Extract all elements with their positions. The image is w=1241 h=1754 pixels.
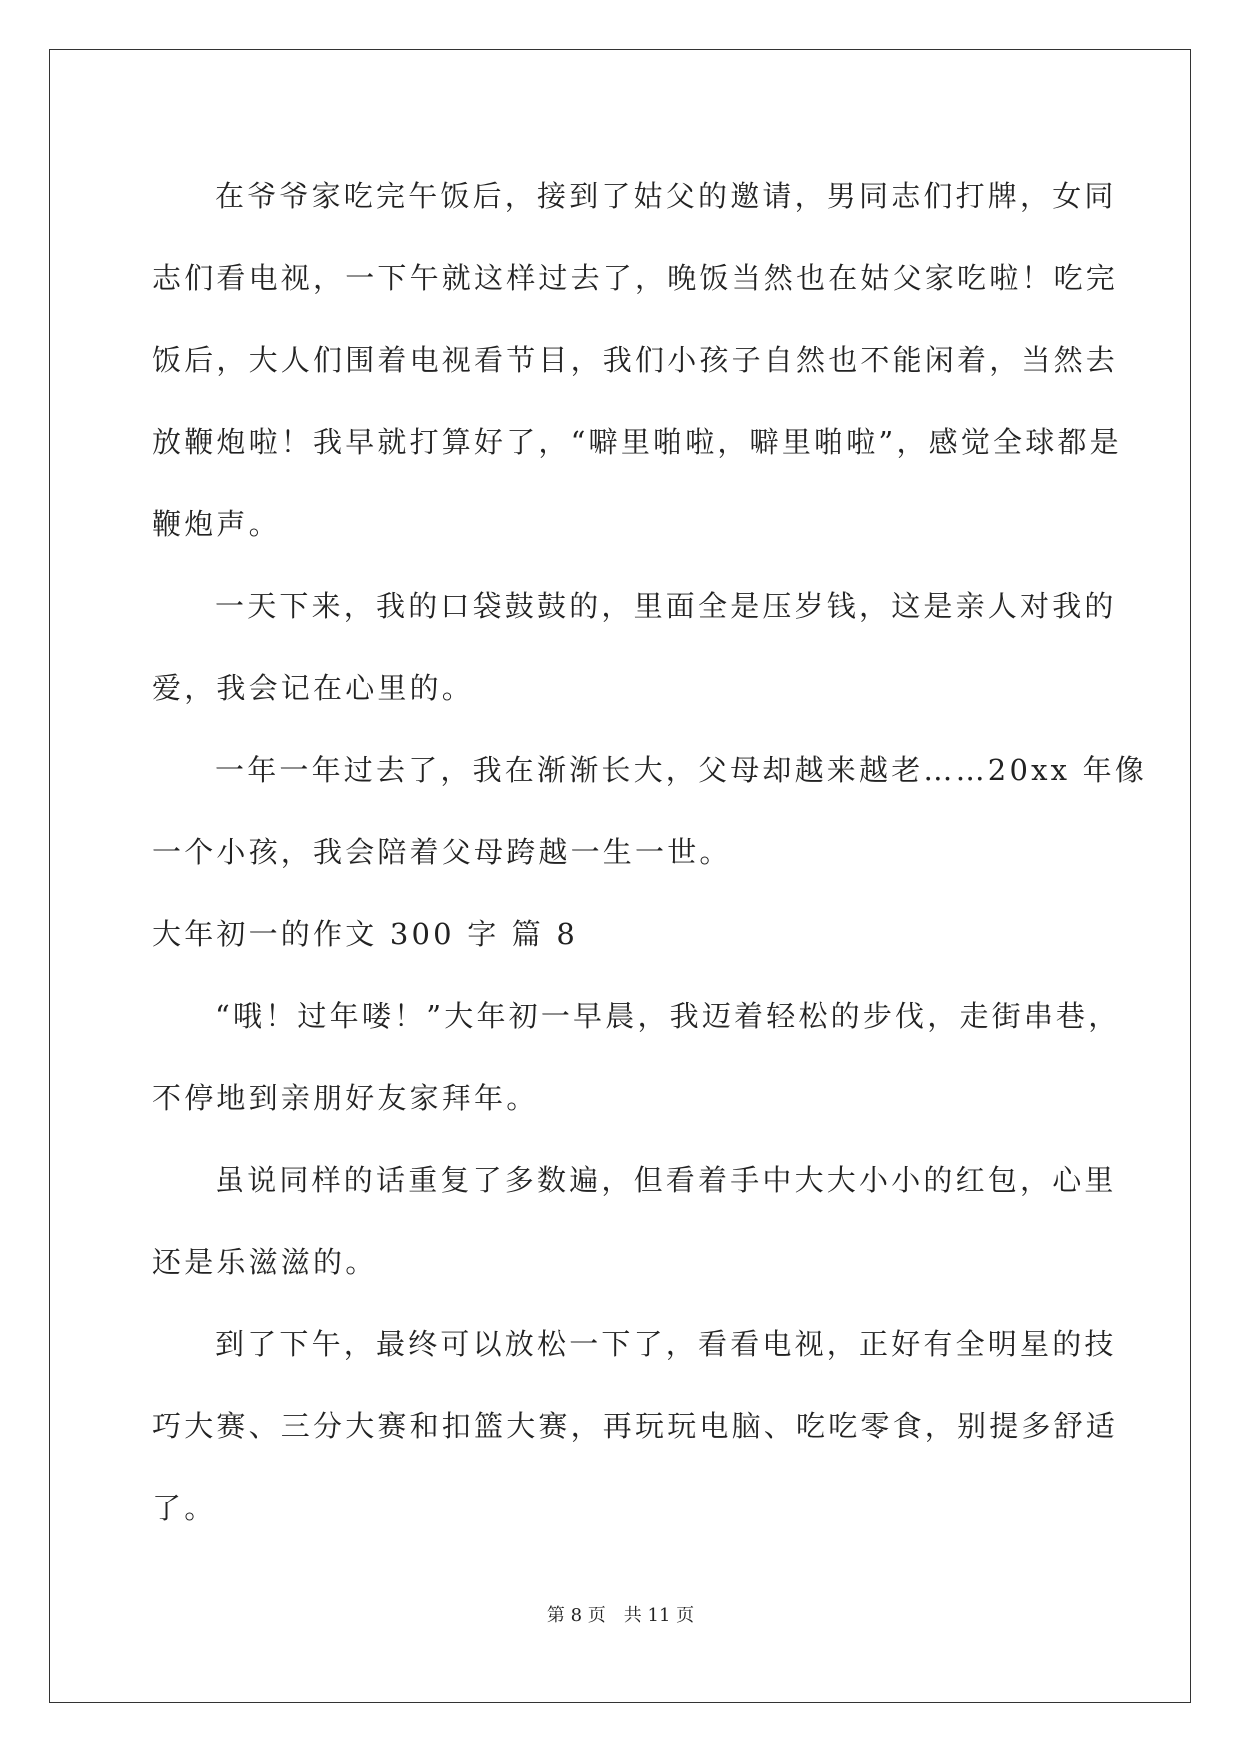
text-line: 了。 (152, 1491, 217, 1525)
text-line: 不停地到亲朋好友家拜年。 (152, 1081, 539, 1115)
text-line: 一年一年过去了，我在渐渐长大，父母却越来越老……20xx 年像 (215, 753, 1148, 787)
document-body (152, 160, 1148, 1554)
text-line: 巧大赛、三分大赛和扣篮大赛，再玩玩电脑、吃吃零食，别提多舒适 (152, 1409, 1119, 1443)
text-line: 在爷爷家吃完午饭后，接到了姑父的邀请，男同志们打牌，女同 (215, 179, 1117, 213)
text-line: 一个小孩，我会陪着父母跨越一生一世。 (152, 835, 732, 869)
text-line: 志们看电视，一下午就这样过去了，晚饭当然也在姑父家吃啦！吃完 (152, 261, 1119, 295)
page-number: 第 8 页 (546, 1605, 606, 1626)
text-line: 放鞭炮啦！我早就打算好了，“噼里啪啦，噼里啪啦”，感觉全球都是 (152, 425, 1122, 459)
page-footer (0, 1604, 1241, 1628)
text-line: 一天下来，我的口袋鼓鼓的，里面全是压岁钱，这是亲人对我的 (215, 589, 1117, 623)
text-line: 虽说同样的话重复了多数遍，但看着手中大大小小的红包，心里 (215, 1163, 1117, 1197)
total-pages: 共 11 页 (623, 1605, 695, 1626)
section-heading: 大年初一的作文 300 字 篇 8 (152, 917, 579, 951)
text-line: 爱，我会记在心里的。 (152, 671, 475, 705)
text-line: 到了下午，最终可以放松一下了，看看电视，正好有全明星的技 (215, 1327, 1117, 1361)
text-line: “哦！过年喽！”大年初一早晨，我迈着轻松的步伐，走街串巷， (215, 999, 1121, 1033)
text-line: 还是乐滋滋的。 (152, 1245, 378, 1279)
text-line: 饭后，大人们围着电视看节目，我们小孩子自然也不能闲着，当然去 (152, 343, 1119, 377)
text-line: 鞭炮声。 (152, 507, 281, 541)
